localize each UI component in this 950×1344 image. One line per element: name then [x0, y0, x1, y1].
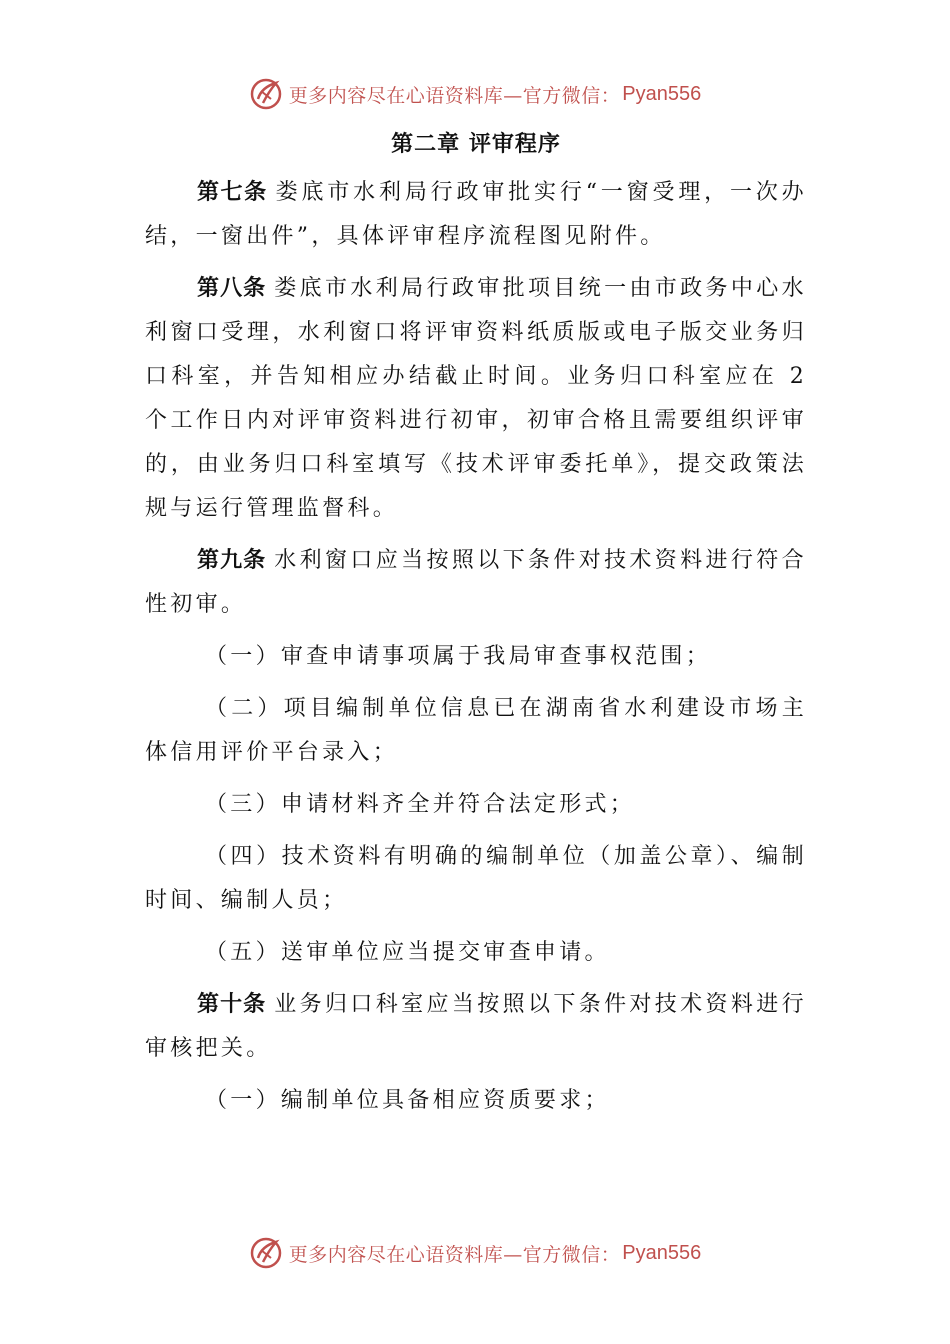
article-label: 第九条: [197, 548, 267, 573]
document-body: [145, 125, 807, 1123]
article-label: 第十条: [197, 992, 267, 1017]
article-9: [145, 539, 807, 627]
watermark-text: 更多内容尽在心语资料库—官方微信：: [288, 1243, 621, 1266]
article-10: [145, 983, 807, 1071]
article-8: [145, 267, 807, 531]
list-item: （一）审查申请事项属于我局审查事权范围；: [205, 644, 712, 669]
logo-icon: [249, 1236, 283, 1270]
watermark-footer: [0, 1233, 950, 1273]
article-label: 第八条: [197, 276, 267, 301]
article-text: 娄底市水利局行政审批项目统一由市政务中心水利窗口受理，水利窗口将评审资料纸质版或电子版交业务归口科室，并告知相应办结截止时间。业务归口科室应在 2 个工作日内对评审资料进行初审，初审合格且需要组织评审的，由业务归口科室填写《技术评审委托单》，提交政策法规与运行管理监督科。: [145, 276, 807, 521]
list-item: （四）技术资料有明确的编制单位（加盖公章）、编制时间、编制人员；: [145, 844, 807, 913]
article-text: 水利窗口应当按照以下条件对技术资料进行符合性初审。: [145, 548, 807, 617]
watermark-header: [0, 74, 950, 114]
logo-icon: [249, 77, 283, 111]
chapter-title: 第二章 评审程序: [391, 132, 561, 157]
article-7: [145, 171, 807, 259]
article-label: 第七条: [197, 180, 268, 205]
list-item: （一）编制单位具备相应资质要求；: [205, 1088, 610, 1113]
watermark-id: Pyan556: [622, 82, 702, 105]
watermark-text: 更多内容尽在心语资料库—官方微信：: [288, 84, 621, 107]
article-text: 业务归口科室应当按照以下条件对技术资料进行审核把关。: [145, 992, 807, 1061]
list-item: （三）申请材料齐全并符合法定形式；: [205, 792, 636, 817]
list-item: （五）送审单位应当提交审查申请。: [205, 940, 610, 965]
watermark-id: Pyan556: [622, 1241, 702, 1264]
list-item: （二）项目编制单位信息已在湖南省水利建设市场主体信用评价平台录入；: [145, 696, 807, 765]
article-text: 娄底市水利局行政审批实行“一窗受理，一次办结，一窗出件”，具体评审程序流程图见附件。: [145, 180, 807, 249]
